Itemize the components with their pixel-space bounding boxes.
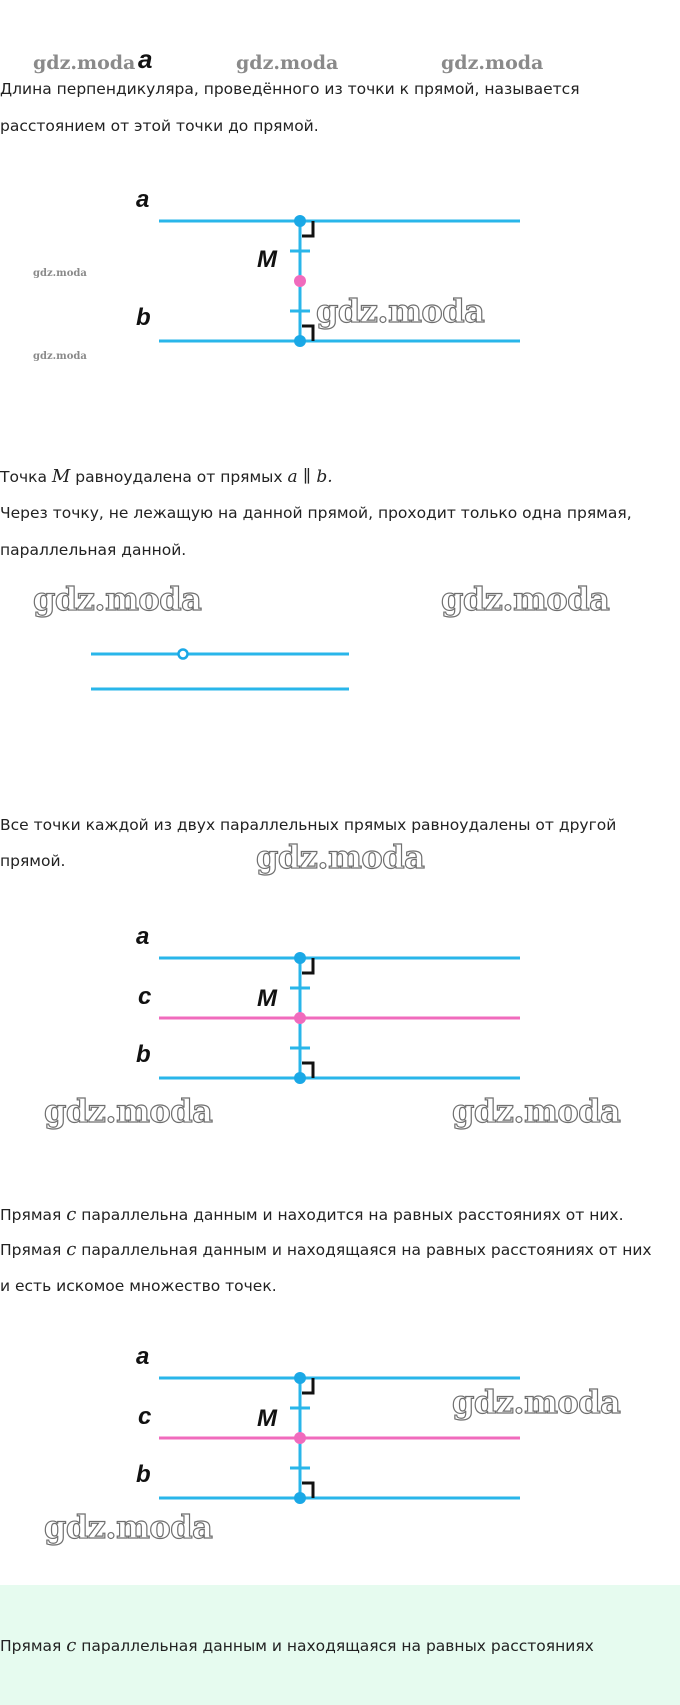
math-a-parallel-b: a ∥ b. bbox=[287, 467, 333, 487]
watermark: gdz.moda bbox=[44, 1508, 213, 1546]
paragraph-5-text: Прямая bbox=[0, 1206, 67, 1224]
paragraph-5 bbox=[0, 1205, 624, 1225]
paragraph-6-text: параллельная данным и находящаяся на равных расстояниях от них bbox=[76, 1241, 652, 1259]
top-label-a: a bbox=[138, 44, 153, 74]
watermark: gdz.moda bbox=[256, 838, 425, 876]
paragraph-4-line-2: прямой. bbox=[0, 852, 66, 870]
point-m bbox=[294, 1012, 306, 1024]
label-m: M bbox=[257, 1405, 277, 1432]
point-m bbox=[294, 275, 306, 287]
watermark: gdz.moda bbox=[452, 1383, 621, 1421]
watermark: gdz.moda bbox=[33, 52, 136, 74]
point bbox=[294, 215, 306, 227]
paragraph-7-text: параллельная данным и находящаяся на равных расстояниях bbox=[76, 1637, 594, 1655]
label-b: b bbox=[136, 304, 151, 331]
watermark: gdz.moda bbox=[316, 292, 485, 330]
point bbox=[179, 650, 188, 659]
point bbox=[294, 1372, 306, 1384]
paragraph-2 bbox=[0, 467, 333, 487]
point bbox=[294, 952, 306, 964]
label-b: b bbox=[136, 1461, 151, 1488]
variable-c: c bbox=[66, 1635, 77, 1656]
label-c: c bbox=[138, 983, 152, 1010]
label-m: M bbox=[257, 246, 277, 273]
point bbox=[294, 1072, 306, 1084]
label-a: a bbox=[136, 923, 150, 950]
paragraph-6-line-2: и есть искомое множество точек. bbox=[0, 1277, 277, 1295]
label-a: a bbox=[136, 186, 150, 213]
label-c: c bbox=[138, 1403, 152, 1430]
watermark: gdz.moda bbox=[33, 580, 202, 618]
figure-parallel-through-point bbox=[0, 580, 680, 690]
paragraph-7 bbox=[0, 1636, 594, 1656]
variable-m: M bbox=[51, 466, 71, 487]
paragraph-7-text: Прямая bbox=[0, 1637, 67, 1655]
paragraph-1-line-2: расстоянием от этой точки до прямой. bbox=[0, 117, 319, 135]
watermark: gdz.moda bbox=[236, 52, 339, 74]
watermark: gdz.moda bbox=[441, 52, 544, 74]
figure-1-drawing bbox=[0, 180, 680, 360]
paragraph-1-line-1: Длина перпендикуляра, проведённого из точки к прямой, называется bbox=[0, 80, 580, 98]
watermark: gdz.moda bbox=[44, 1092, 213, 1130]
label-a: a bbox=[136, 1343, 150, 1370]
paragraph-5-text: параллельна данным и находится на равных расстояниях от них. bbox=[76, 1206, 624, 1224]
watermark: gdz.moda bbox=[452, 1092, 621, 1130]
point-m bbox=[294, 1432, 306, 1444]
watermark: gdz.moda bbox=[441, 580, 610, 618]
paragraph-3-line-1: Через точку, не лежащую на данной прямой, проходит только одна прямая, bbox=[0, 504, 632, 522]
paragraph-4-line-1: Все точки каждой из двух параллельных прямых равноудалены от другой bbox=[0, 816, 617, 834]
figure-equidistant-line bbox=[0, 915, 680, 1135]
label-b: b bbox=[136, 1041, 151, 1068]
watermark: gdz.moda bbox=[33, 351, 87, 362]
paragraph-2-text: равноудалена от прямых bbox=[70, 468, 288, 486]
figure-locus-of-points bbox=[0, 1335, 680, 1555]
point bbox=[294, 1492, 306, 1504]
point bbox=[294, 335, 306, 347]
paragraph-3-line-2: параллельная данной. bbox=[0, 541, 187, 559]
watermark: gdz.moda bbox=[33, 268, 87, 279]
paragraph-6-line-1 bbox=[0, 1240, 652, 1260]
variable-c: c bbox=[66, 1239, 77, 1260]
label-m: M bbox=[257, 985, 277, 1012]
paragraph-6-text: Прямая bbox=[0, 1241, 67, 1259]
paragraph-2-text: Точка bbox=[0, 468, 52, 486]
variable-c: c bbox=[66, 1204, 77, 1225]
figure-perpendicular-distance bbox=[0, 180, 680, 360]
